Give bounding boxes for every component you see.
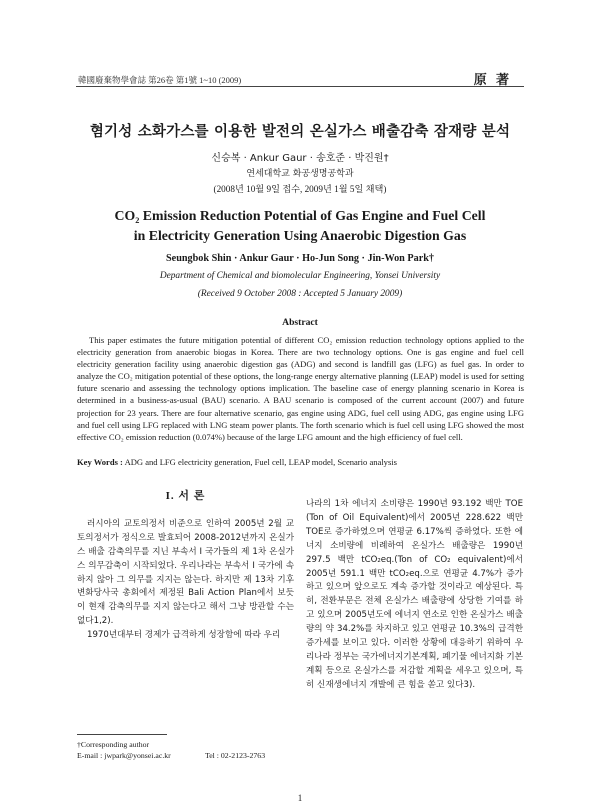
korean-dates: (2008년 10월 9일 접수, 2009년 1월 5일 채택) [213,184,387,194]
section-heading: I. 서 론 [165,490,206,502]
intro-paragraph-2: 1970년대부터 경제가 급격하게 성장함에 따라 우리 [87,630,281,641]
right-column [306,498,523,693]
korean-authors: 신승복 · Ankur Gaur · 송호준 · 박진원† [211,153,389,164]
footnote-divider [77,734,167,735]
intro-paragraph-1: 러시아의 교토의정서 비준으로 인하여 2005년 2월 교토의정서가 정식으로 발효되어 2008-2012년까지 온실가스 배출 감축의무를 지닌 부속서 I 국가들의 제 1차 온실가스 의무감축이 시작되었다. 우리나라는 부속서 I 국가에 속하지 않아 그 의무를 지지는 않는다. 하지만 제 13차 기후변화당사국 총회에서 제정된 Bali Action Plan에서 보듯이 현재 감축의무를 지지 않는다고 해서 그냥 방관할 수는 없다1,2). [77,518,294,627]
keywords-text: ADG and LFG electricity generation, Fuel cell, LEAP model, Scenario analysis [124,457,397,467]
header-divider [76,86,524,87]
journal-header: 韓國廢棄物學會誌 第26卷 第1號 1~10 (2009) [78,75,242,85]
abstract-heading: Abstract [282,317,318,328]
english-title [70,206,530,246]
korean-affiliation: 연세대학교 화공생명공학과 [246,169,354,179]
left-column [77,490,294,643]
footnote-label: †Corresponding author [77,740,150,749]
page-number: 1 [297,793,303,803]
footnote-email: E-mail : jwpark@yonsei.ac.kr [77,751,171,760]
keywords [77,457,524,467]
english-title-line2: in Electricity Generation Using Anaerobic Digestion Gas [133,228,467,243]
footnote-tel: Tel : 02-2123-2763 [205,751,266,760]
english-dates: (Received 9 October 2008 : Accepted 5 January 2009) [197,289,403,299]
footnote [77,739,297,761]
english-authors: Seungbok Shin · Ankur Gaur · Ho-Jun Song · Jin-Won Park† [166,253,434,264]
keywords-label: Key Words : [77,457,123,467]
korean-title: 혐기성 소화가스를 이용한 발전의 온실가스 배출감축 잠재량 분석 [89,124,511,140]
english-affiliation: Department of Chemical and biomolecular Engineering, Yonsei University [159,271,441,281]
english-title-line1: CO₂ Emission Reduction Potential of Gas Engine and Fuel Cell [114,208,486,223]
abstract-body: This paper estimates the future mitigation potential of different CO₂ emission reduction technology options applied to the electricity generation from anaerobic biogas in Korea. There are two technology options. One is gas engine and fuel cell electricity generation facility using anaerobic digestion gas (ADG) and second is landfill gas (LFG) as fuel gas. In order to analyze the CO₂ mitigation potential of these options, the long-range energy alternative planning (LEAP) model is used for setting future scenario and assessing the technology options implication. The baseline case of energy planning scenario in Korea is determined in a business-as-usual (BAU) scenario. A BAU scenario is composed of the current account (2007) and future projection for 23 years. There are four alternative scenario, gas engine using ADG, fuel cell using ADG, gas engine using LFG and fuel cell using LFG replaced with LNG steam power plants. The forth scenario which is fuel cell using LFG showed the most effective CO₂ emission reduction (0.074%) because of the large LFG amount and the high efficiency of fuel cell. [77,335,524,442]
article-type-tag: 原 著 [473,72,512,87]
intro-paragraph-continued: 나라의 1차 에너지 소비량은 1990년 93.192 백만 TOE (Ton of Oil Equivalent)에서 2005년 228.622 백만 TOE로 증가하였으며 연평균 6.17%씩 증하였다. 또한 에너지 소비량에 비례하여 온실가스 배출량은 1990년 297.5 백만 tCO₂eq.(Ton of CO₂ equivalent)에서 2005년 591.1 백만 tCO₂eq.으로 연평균 4.7%가 증가하고 있으며 앞으로도 계속 증가할 것이라고 예상된다. 특히, 전환부문은 전체 온실가스 배출량에 상당한 기여를 하고 있으며 2005년도에 에너지 연소로 인한 온실가스 배출량의 약 34.2%를 차지하고 있고 연평균 10.3%의 급격한 증가세를 보이고 있다. 이러한 상황에 대응하기 위하여 우리나라 정부는 국가에너지기본계획, 폐기물 에너지화 기본계획 등으로 온실가스를 저감할 계획을 세우고 있으며, 특히 신재생에너지 개발에 큰 힘을 쏟고 있다3). [306,499,523,690]
